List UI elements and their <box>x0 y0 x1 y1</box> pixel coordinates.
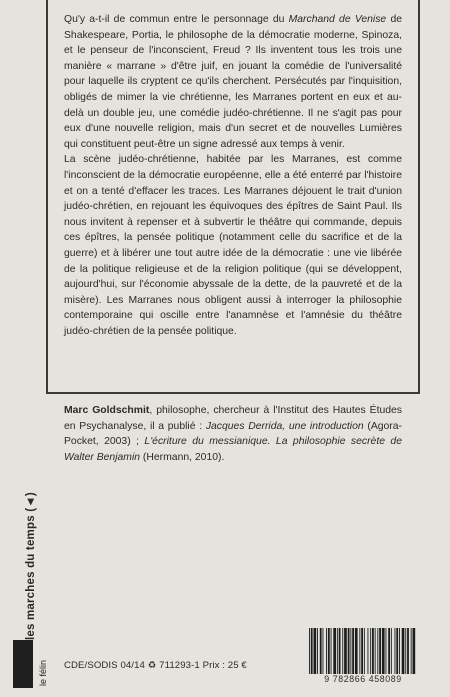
series-bracket-icon: (◄) <box>25 492 37 512</box>
publisher-logo-icon <box>13 640 33 688</box>
series-title-text: les marches du temps <box>25 515 37 640</box>
author-bio <box>64 403 402 465</box>
book-title-2: L'écriture du messianique. La philosophie secrète de Walter Benjamin <box>64 436 402 463</box>
isbn-number: 9 782866 458089 <box>324 674 402 684</box>
author-bio-part-3: (Hermann, 2010). <box>140 451 225 463</box>
blurb-paragraph-2: La scène judéo-chrétienne, habitée par les Marranes, est comme l'inconscient de la démocratie européenne, elle a été enterré par l'histoire et on a tenté d'effacer les traces. Les Marranes déjouent le trait d'union judéo-chrétien, en rejouant les équivoques des épîtres de Saint Paul. Ils nous invitent à repenser et à subvertir le théâtre qui commande, depuis ces épîtres, la pensée politique (notamment celle du sacrifice et de la guerre) et à libérer une tout autre idée de la démocratie : une vie libérée de la politique religieuse et de la religion politique (qui se développent, aujourd'hui, sur l'économie abyssale de la dette, de la pauvreté et de la misère). Les Marranes nous obligent aussi à interroger la philosophie contemporaine qui oscille entre l'anamnèse et l'amnésie du théâtre judéo-chrétien de la pensée politique. <box>64 154 402 337</box>
italic-title: Marchand de Venise <box>288 14 387 25</box>
author-name: Marc Goldschmit <box>64 405 150 416</box>
series-title <box>25 492 37 640</box>
book-title-1: Jacques Derrida, une introduction <box>205 420 364 432</box>
author-bio-part-1: , philosophe, chercheur à l'Institut des Hautes Études en Psychanalyse, il a publié : <box>64 405 402 432</box>
blurb-text <box>64 12 402 339</box>
author-bio-part-2: (Agora-Pocket, 2003) ; <box>64 420 403 448</box>
blurb-paragraph-1: Qu'y a-t-il de commun entre le personnage du Marchand de Venise de Shakespeare, Portia, le philosophe de la démocratie moderne, Spinoza, et le penseur de l'inconscient, Freud ? Ils inventent tous les trois une manière « marrane » d'être juif, en jouant la comédie de l'universalité pour laquelle ils cryptent ce qu'ils cherchent. Persécutés par l'inquisition, obligés de mimer la vie chrétienne, les Marranes portent en eux et au-delà un double jeu, une comédie judéo-chrétienne. Il ne s'agit pas pour eux d'une nouvelle religion, mais d'un secret et de nouvelles Lumières qui constituent peut-être un signe adressé aux temps à venir. <box>64 14 402 150</box>
publisher-name: le félin <box>38 659 48 686</box>
barcode-icon <box>307 628 419 674</box>
price-line: CDE/SODIS 04/14 ♻ 711293-1 Prix : 25 € <box>64 660 247 671</box>
